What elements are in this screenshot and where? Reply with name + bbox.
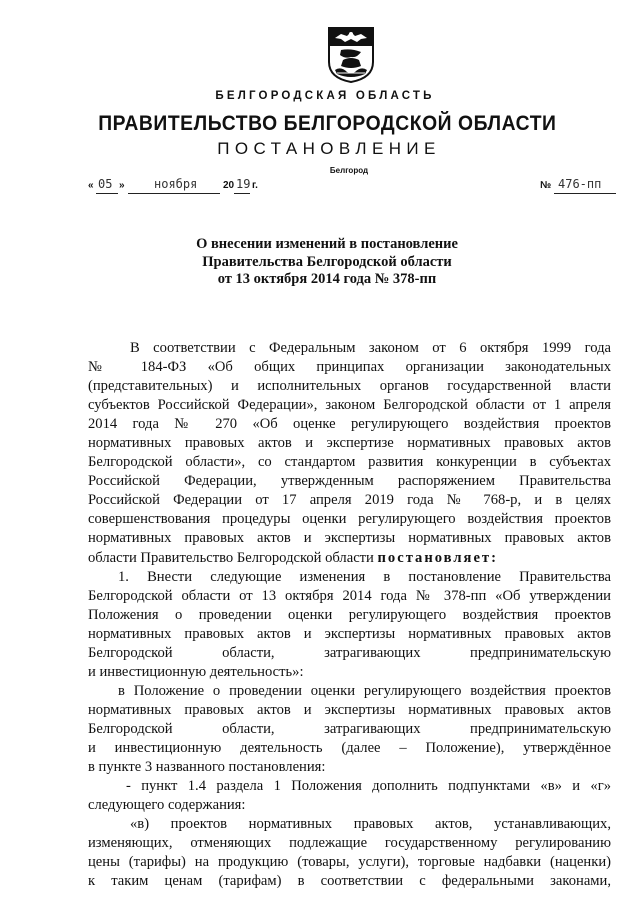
body-line: в пункте 3 названного постановления:	[88, 759, 326, 776]
date-month: ноября	[154, 177, 198, 191]
subject-line: О внесении изменений в постановление	[196, 236, 458, 252]
date-year-abbr: г.	[252, 180, 258, 191]
body-line: нормативных правовых актов и экспертизы нормативных правовых актов	[88, 530, 611, 547]
body-line: № 184-ФЗ «Об общих принципах организации законодательных	[88, 359, 611, 376]
subject-line: от 13 октября 2014 года № 378-пп	[217, 271, 437, 287]
body-line: следующего содержания:	[88, 797, 246, 814]
body-line: и инвестиционную деятельность»:	[88, 663, 304, 680]
body-line: субъектов Российской Федерации», законом Белгородской области от 1 апреля	[88, 397, 611, 414]
body-line: Белгородской области от 13 октября 2014 года № 378-пп «Об утверждении	[88, 587, 611, 604]
document-type: ПОСТАНОВЛЕНИЕ	[217, 139, 441, 158]
subject-line: Правительства Белгородской области	[202, 253, 452, 270]
city-name: Белгород	[329, 166, 369, 175]
underline-day	[96, 193, 118, 194]
body-line: (представительных) и исполнительных органов государственной власти	[88, 378, 611, 395]
date-open-quote: «	[88, 180, 94, 191]
date-number-row	[88, 177, 618, 196]
body-line: Российской Федерации, утвержденным распоряжением Правительства	[88, 473, 611, 490]
body-line: нормативных правовых актов и экспертизе нормативных правовых актов	[88, 435, 611, 452]
body-line: Российской Федерации от 17 апреля 2019 года № 768-р, и в целях	[88, 492, 611, 509]
body-line: изменяющих, отменяющих подлежащие государственному регулированию	[88, 835, 611, 852]
government-title: ПРАВИТЕЛЬСТВО БЕЛГОРОДСКОЙ ОБЛАСТИ	[98, 112, 557, 135]
document-body	[88, 339, 611, 891]
document-number: 476-пп	[558, 177, 602, 191]
body-line-last	[88, 549, 611, 568]
body-line: и инвестиционную деятельность (далее – Положение), утверждённое	[88, 739, 611, 756]
body-line: Белгородской области, затрагивающих предпринимательскую	[88, 720, 611, 737]
coat-of-arms-icon	[327, 26, 375, 84]
underline-month	[128, 193, 220, 194]
body-line: Положения о проведении оценки регулирующего воздействия проектов	[88, 606, 611, 623]
body-line: 1. Внести следующие изменения в постановление Правительства	[118, 568, 611, 585]
region-name: БЕЛГОРОДСКАЯ ОБЛАСТЬ	[215, 90, 435, 102]
body-line: - пункт 1.4 раздела 1 Положения дополнить подпунктами «в» и «г»	[126, 778, 611, 795]
document-subject	[0, 236, 640, 289]
date-close-quote: »	[119, 180, 125, 191]
body-line: нормативных правовых актов и экспертизы нормативных правовых актов	[88, 701, 611, 718]
resolves-word: постановляет:	[377, 549, 498, 566]
date-year-prefix: 20	[223, 180, 235, 191]
body-line: «в) проектов нормативных правовых актов, устанавливающих,	[130, 816, 611, 833]
body-line-text: области Правительство Белгородской области	[88, 549, 374, 566]
underline-year	[234, 193, 250, 194]
body-line: нормативных правовых актов и экспертизы нормативных правовых актов	[88, 625, 611, 642]
body-line: к таким ценам (тарифам) в соответствии с федеральными законами,	[88, 873, 611, 890]
body-line: совершенствования процедуры оценки регулирующего воздействия проектов	[88, 511, 611, 528]
body-line: Белгородской области», со стандартом развития конкуренции в субъектах	[88, 454, 611, 471]
body-line: цены (тарифы) на продукцию (товары, услуги), торговые надбавки (наценки)	[88, 854, 611, 871]
number-label: №	[540, 180, 552, 191]
body-line: Белгородской области, затрагивающих предпринимательскую	[88, 644, 611, 661]
date-year-suffix: 19	[236, 177, 251, 191]
body-line: В соответствии с Федеральным законом от 6 октября 1999 года	[130, 340, 611, 356]
underline-number	[554, 193, 616, 194]
body-line: 2014 года № 270 «Об оценке регулирующего воздействия проектов	[88, 416, 611, 433]
date-day: 05	[98, 177, 113, 191]
body-line: в Положение о проведении оценки регулирующего воздействия проектов	[118, 682, 611, 699]
